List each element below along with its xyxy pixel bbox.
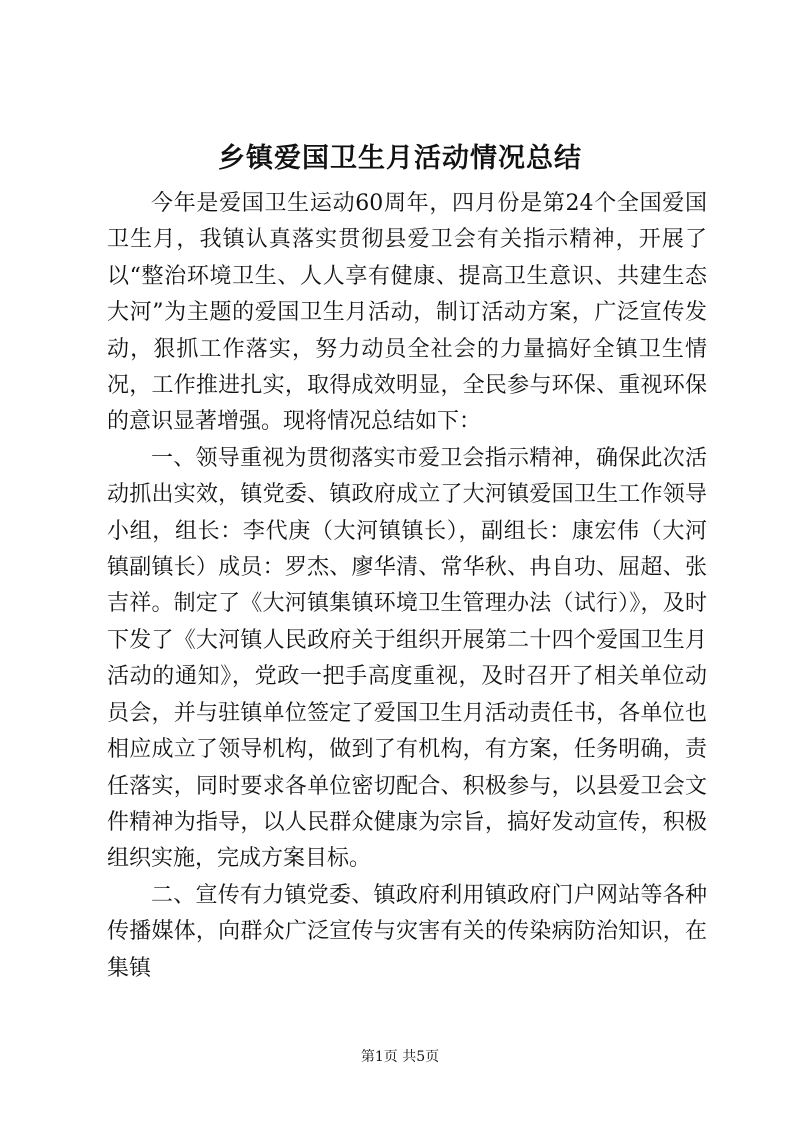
- document-body: [107, 186, 707, 987]
- paragraph-publicity: 二、宣传有力镇党委、镇政府利用镇政府门户网站等各种传播媒体，向群众广泛宣传与灾害有关的传染病防治知识，在集镇: [107, 882, 707, 981]
- document-title: 乡镇爱国卫生月活动情况总结: [218, 143, 582, 174]
- page-number-footer: 第1页 共5页: [360, 1049, 440, 1065]
- paragraph-leadership: 一、领导重视为贯彻落实市爱卫会指示精神，确保此次活动抓出实效，镇党委、镇政府成立了大河镇爱国卫生工作领导小组，组长：李代庚（大河镇镇长），副组长：康宏伟（大河镇副镇长）成员：罗杰、廖华清、常华秋、冉自功、屈超、张吉祥。制定了《大河镇集镇环境卫生管理办法（试行）》，及时下发了《大河镇人民政府关于组织开展第二十四个爱国卫生月活动的通知》，党政一把手高度重视，及时召开了相关单位动员会，并与驻镇单位签定了爱国卫生月活动责任书，各单位也相应成立了领导机构，做到了有机构，有方案，任务明确，责任落实，同时要求各单位密切配合、积极参与，以县爱卫会文件精神为指导，以人民群众健康为宗旨，搞好发动宣传，积极组织实施，完成方案目标。: [107, 445, 707, 872]
- paragraph-intro: 今年是爱国卫生运动60周年，四月份是第24个全国爱国卫生月，我镇认真落实贯彻县爱卫会有关指示精神，开展了以“整治环境卫生、人人享有健康、提高卫生意识、共建生态大河”为主题的爱国卫生月活动，制订活动方案，广泛宣传发动，狠抓工作落实，努力动员全社会的力量搞好全镇卫生情况，工作推进扎实，取得成效明显，全民参与环保、重视环保的意识显著增强。现将情况总结如下：: [107, 191, 707, 435]
